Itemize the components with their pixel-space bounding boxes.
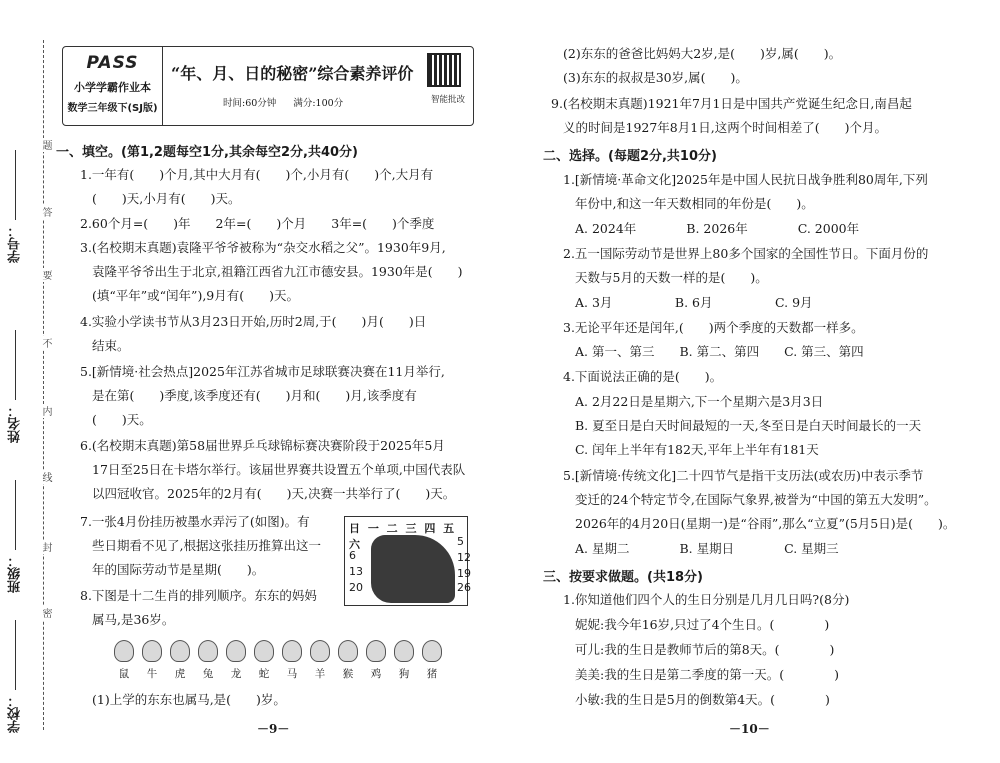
exam-time: 时间:60分钟 bbox=[223, 98, 277, 109]
question-line: 以四冠收官。2025年的2月有( )天,决赛一共举行了( )天。 bbox=[92, 486, 456, 501]
zodiac-label: 兔 bbox=[202, 668, 214, 680]
rooster-icon bbox=[366, 640, 386, 662]
question-line: 袁隆平爷爷出生于北京,祖籍江西省九江市德安县。1930年是( ) bbox=[92, 264, 463, 279]
calendar-number: 12 bbox=[457, 551, 471, 564]
zodiac-label: 虎 bbox=[174, 668, 186, 680]
tiger-icon bbox=[170, 640, 190, 662]
pass-logo: PASS bbox=[86, 53, 139, 73]
brand-name: 小学学霸作业本 bbox=[74, 81, 151, 94]
horse-icon bbox=[282, 640, 302, 662]
dog-icon bbox=[394, 640, 414, 662]
question-line: 3.(名校期末真题)袁隆平爷爷被称为“杂交水稻之父”。1930年9月, bbox=[80, 240, 446, 255]
page-left bbox=[56, 0, 500, 763]
zodiac-label: 马 bbox=[286, 668, 298, 680]
zodiac-label: 狗 bbox=[398, 668, 410, 680]
question-line: 2.60个月=( )年 2年=( )个月 3年=( )个季度 bbox=[80, 216, 435, 231]
zodiac-label: 牛 bbox=[146, 668, 158, 680]
header-box bbox=[62, 46, 474, 126]
question-line: 变迁的24个特定节令,在国际气象界,被誉为“中国的第五大发明”。 bbox=[575, 492, 937, 507]
calendar-number: 20 bbox=[349, 581, 363, 594]
page-number: －10－ bbox=[729, 722, 770, 736]
choice-line: A. 2024年 B. 2026年 C. 2000年 bbox=[575, 221, 860, 236]
choice-line: A. 2月22日是星期六,下一个星期六是3月3日 bbox=[575, 394, 824, 409]
question-line: 属马,是36岁。 bbox=[92, 612, 175, 627]
question-line: ( )天,小月有( )天。 bbox=[92, 191, 241, 206]
question-line: 3.无论平年还是闰年,( )两个季度的天数都一样多。 bbox=[563, 320, 864, 335]
question-line: 1.一年有( )个月,其中大月有( )个,小月有( )个,大月有 bbox=[80, 167, 434, 182]
question-line: 1.你知道他们四个人的生日分别是几月几日吗?(8分) bbox=[563, 592, 850, 607]
snake-icon bbox=[254, 640, 274, 662]
class-label: 班级： bbox=[6, 480, 25, 593]
answer-line: 可儿:我的生日是教师节后的第8天。( ) bbox=[575, 642, 835, 657]
calendar-number: 5 bbox=[457, 535, 464, 548]
question-line: (3)东东的叔叔是30岁,属( )。 bbox=[563, 70, 748, 85]
section-heading: 二、选择。(每题2分,共10分) bbox=[543, 149, 717, 164]
zodiac-label: 蛇 bbox=[258, 668, 270, 680]
seal-char: 要 bbox=[40, 270, 51, 280]
zodiac-label: 猴 bbox=[342, 668, 354, 680]
dragon-icon bbox=[226, 640, 246, 662]
pig-icon bbox=[422, 640, 442, 662]
question-line: 17日至25日在卡塔尔举行。该届世界赛共设置五个单项,中国代表队 bbox=[92, 462, 466, 477]
school-label: 学校： bbox=[6, 620, 25, 733]
grade-label: 数学三年级下(SJ版) bbox=[67, 103, 158, 114]
choice-line: A. 星期二 B. 星期日 C. 星期三 bbox=[575, 541, 839, 556]
page-title: “年、月、日的秘密”综合素养评价 bbox=[171, 64, 414, 83]
question-line: 4.下面说法正确的是( )。 bbox=[563, 369, 723, 384]
question-line: (1)上学的东东也属马,是( )岁。 bbox=[92, 692, 286, 707]
exam-score: 满分:100分 bbox=[293, 98, 344, 109]
question-line: 1.[新情境·革命文化]2025年是中国人民抗日战争胜利80周年,下列 bbox=[563, 172, 928, 187]
calendar-number: 19 bbox=[457, 567, 471, 580]
rabbit-icon bbox=[198, 640, 218, 662]
section-heading: 一、填空。(第1,2题每空1分,其余每空2分,共40分) bbox=[56, 145, 358, 160]
monkey-icon bbox=[338, 640, 358, 662]
question-line: 年份中,和这一年天数相同的年份是( )。 bbox=[575, 196, 814, 211]
exam-meta bbox=[223, 95, 343, 109]
binding-strip bbox=[0, 0, 62, 763]
question-line: 年的国际劳动节是星期( )。 bbox=[92, 562, 265, 577]
calendar-number: 6 bbox=[349, 549, 356, 562]
zodiac-label: 龙 bbox=[230, 668, 242, 680]
question-line: 9.(名校期末真题)1921年7月1日是中国共产党诞生纪念日,南昌起 bbox=[551, 96, 912, 111]
zodiac-label: 猪 bbox=[426, 668, 438, 680]
answer-line: 妮妮:我今年16岁,只过了4个生日。( ) bbox=[575, 617, 830, 632]
question-line: 5.[新情境·社会热点]2025年江苏省城市足球联赛决赛在11月举行, bbox=[80, 364, 445, 379]
seal-char: 封 bbox=[40, 542, 51, 552]
brand-panel bbox=[63, 47, 163, 125]
choice-line: A. 第一、第三 B. 第二、第四 C. 第三、第四 bbox=[575, 344, 864, 359]
calendar-number: 26 bbox=[457, 581, 471, 594]
answer-line: 小敏:我的生日是5月的倒数第4天。( ) bbox=[575, 692, 830, 707]
rat-icon bbox=[114, 640, 134, 662]
choice-line: C. 闰年上半年有182天,平年上半年有181天 bbox=[575, 442, 819, 457]
qr-code-icon[interactable] bbox=[427, 53, 461, 87]
question-line: 8.下图是十二生肖的排列顺序。东东的妈妈 bbox=[80, 588, 317, 603]
seal-char: 题 bbox=[40, 140, 51, 150]
ink-blot bbox=[371, 535, 455, 603]
qr-label: 智能批改 bbox=[430, 95, 465, 105]
question-line: 结束。 bbox=[92, 338, 130, 353]
seal-char: 不 bbox=[40, 338, 51, 348]
seal-char: 线 bbox=[40, 472, 51, 482]
question-line: 7.一张4月份挂历被墨水弄污了(如图)。有 bbox=[80, 514, 310, 529]
ox-icon bbox=[142, 640, 162, 662]
answer-line: 美美:我的生日是第二季度的第一天。( ) bbox=[575, 667, 839, 682]
seal-char: 内 bbox=[40, 406, 51, 416]
seal-char: 密 bbox=[40, 608, 51, 618]
zodiac-label: 羊 bbox=[314, 668, 326, 680]
calendar-number: 13 bbox=[349, 565, 363, 578]
zodiac-label: 鸡 bbox=[370, 668, 382, 680]
zodiac-label: 鼠 bbox=[118, 668, 130, 680]
choice-line: A. 3月 B. 6月 C. 9月 bbox=[575, 295, 813, 310]
question-line: (填“平年”或“闰年”),9月有( )天。 bbox=[92, 288, 299, 303]
calendar-weekday-header: 日 一 二 三 四 五 六 bbox=[349, 522, 457, 551]
ink-stained-calendar bbox=[344, 516, 471, 606]
question-line: 5.[新情境·传统文化]二十四节气是指干支历法(或农历)中表示季节 bbox=[563, 468, 924, 483]
question-line: 些日期看不见了,根据这张挂历推算出这一 bbox=[92, 538, 321, 553]
seal-char: 答 bbox=[40, 207, 51, 217]
id-label: 学号： bbox=[6, 150, 25, 263]
goat-icon bbox=[310, 640, 330, 662]
question-line: (2)东东的爸爸比妈妈大2岁,是( )岁,属( )。 bbox=[563, 46, 842, 61]
question-line: 天数与5月的天数一样的是( )。 bbox=[575, 270, 768, 285]
section-heading: 三、按要求做题。(共18分) bbox=[543, 570, 703, 585]
zodiac-sequence bbox=[114, 640, 454, 680]
choice-line: B. 夏至日是白天时间最短的一天,冬至日是白天时间最长的一天 bbox=[575, 418, 922, 433]
question-line: 6.(名校期末真题)第58届世界乒乓球锦标赛决赛阶段于2025年5月 bbox=[80, 438, 445, 453]
page-number: －9－ bbox=[257, 722, 290, 736]
name-label: 姓名： bbox=[6, 330, 25, 443]
question-line: 2.五一国际劳动节是世界上80多个国家的全国性节日。下面月份的 bbox=[563, 246, 929, 261]
question-line: 义的时间是1927年8月1日,这两个时间相差了( )个月。 bbox=[563, 120, 887, 135]
question-line: 是在第( )季度,该季度还有( )月和( )月,该季度有 bbox=[92, 388, 417, 403]
question-line: 2026年的4月20日(星期一)是“谷雨”,那么“立夏”(5月5日)是( )。 bbox=[575, 516, 956, 531]
question-line: ( )天。 bbox=[92, 412, 152, 427]
question-line: 4.实验小学读书节从3月23日开始,历时2周,于( )月( )日 bbox=[80, 314, 427, 329]
page-right bbox=[533, 0, 973, 763]
